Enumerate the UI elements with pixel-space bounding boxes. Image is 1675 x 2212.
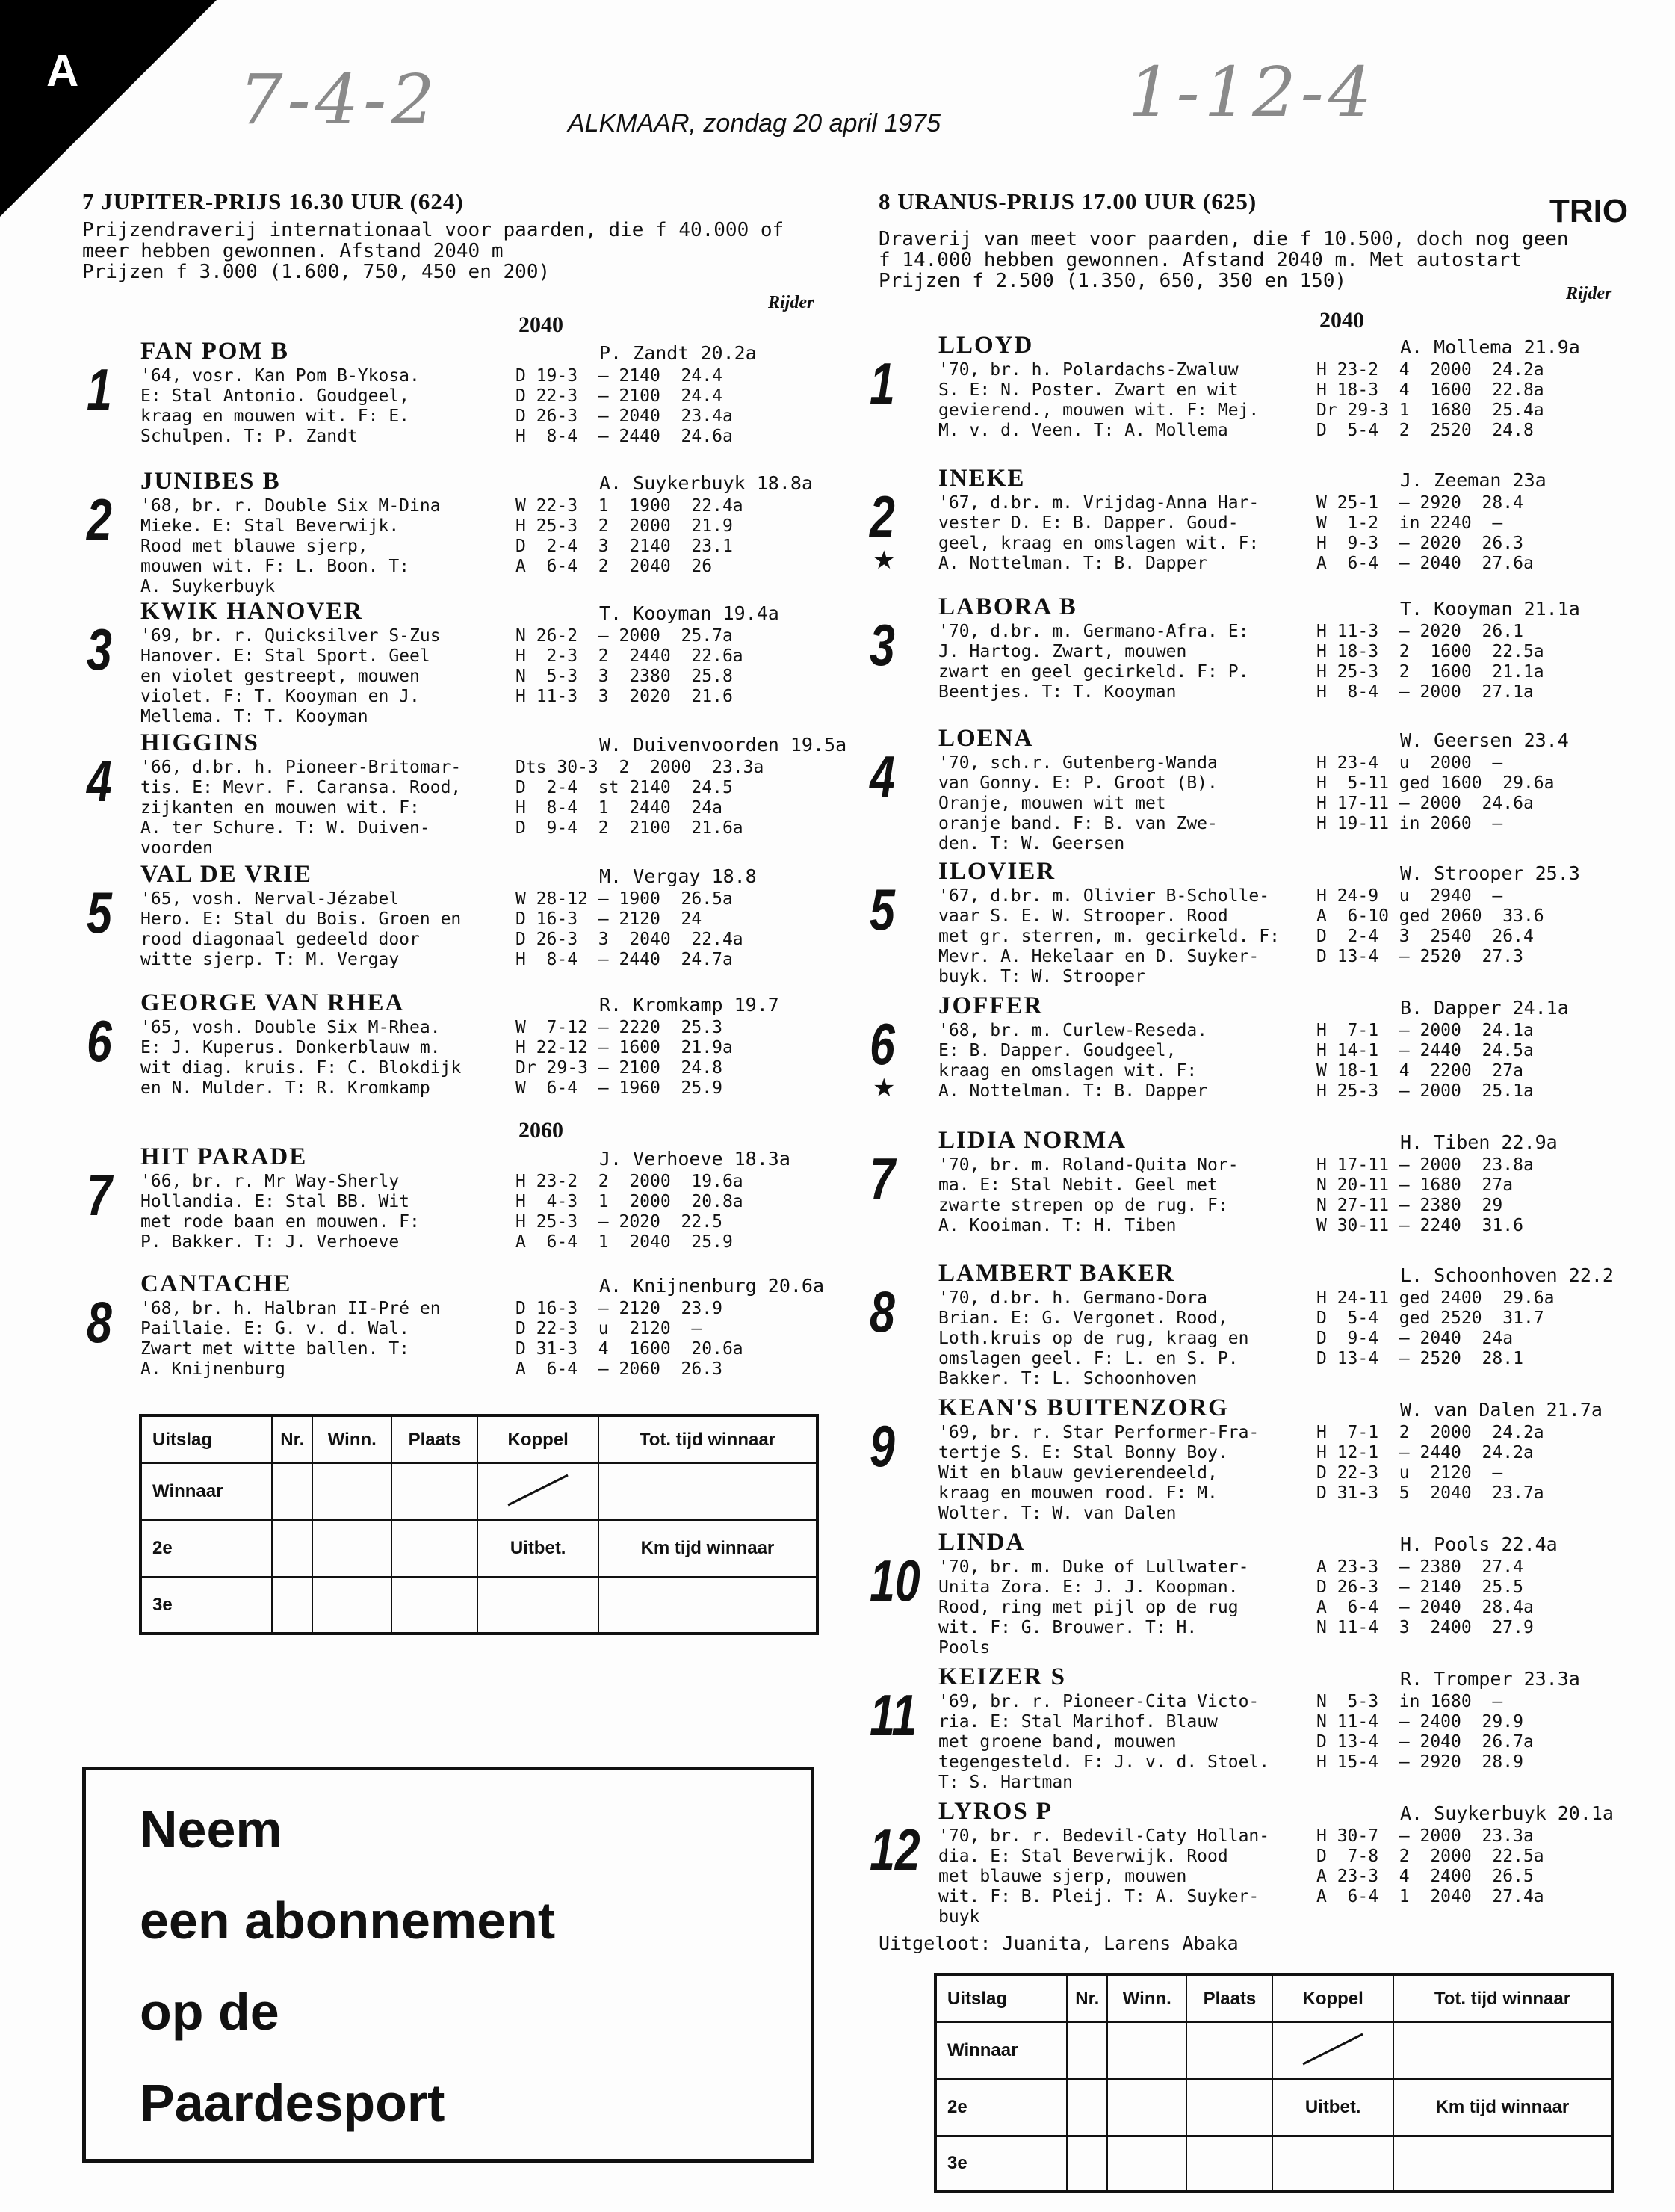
koppel-slash-cell xyxy=(477,1463,598,1520)
cell-empty[interactable] xyxy=(1107,2136,1186,2191)
horse-number: 1 xyxy=(870,350,895,416)
horse-driver: A. Suykerbuyk 20.1a xyxy=(1400,1802,1614,1824)
header-nr: Nr. xyxy=(1067,1974,1107,2022)
horse-description: '64, vosr. Kan Pom B-Ykosa. E: Stal Antonio. Goudgeel, kraag en mouwen wit. F: E. Schulpen. T: P. Zandt xyxy=(140,366,420,446)
horse-number: 5 xyxy=(870,877,895,942)
horse-description: '68, br. h. Halbran II-Pré en Paillaie. E: G. v. d. Wal. Zwart met witte ballen. T: A. Knijnenburg xyxy=(140,1299,441,1379)
km-tijd-label: Km tijd winnaar xyxy=(1393,2079,1612,2136)
cell-empty[interactable] xyxy=(272,1463,312,1520)
horse-driver: L. Schoonhoven 22.2 xyxy=(1400,1264,1614,1286)
row-winnaar: Winnaar xyxy=(935,2022,1067,2079)
horse-form: N 5-3 in 1680 — N 11-4 — 2400 29.9 D 13-4 — 2040 26.7a H 15-4 — 2920 28.9 xyxy=(1316,1692,1534,1772)
race-7-rijder-label: Rijder xyxy=(768,293,814,312)
star-icon: ★ xyxy=(873,1073,896,1103)
horse-driver: T. Kooyman 21.1a xyxy=(1400,598,1580,620)
header-plaats: Plaats xyxy=(391,1415,477,1463)
horse-driver: J. Verhoeve 18.3a xyxy=(599,1148,790,1170)
race-7-description: Prijzendraverij internationaal voor paarden, die f 40.000 of meer hebben gewonnen. Afstand 2040 m Prijzen f 3.000 (1.600, 750, 450 en 200) xyxy=(82,219,784,283)
cell-empty[interactable] xyxy=(391,1463,477,1520)
horse-name: LIDIA NORMA xyxy=(938,1127,1127,1154)
horse-form: H 30-7 — 2000 23.3a D 7-8 2 2000 22.5a A 23-3 4 2400 26.5 A 6-4 1 2040 27.4a xyxy=(1316,1826,1544,1906)
horse-description: '65, vosh. Nerval-Jézabel Hero. E: Stal du Bois. Groen en rood diagonaal gedeeld door witte sjerp. T: M. Vergay xyxy=(140,889,462,969)
horse-driver: W. Duivenvoorden 19.5a xyxy=(599,734,847,756)
horse-number: 6 xyxy=(87,1008,112,1074)
horse-name: FAN POM B xyxy=(140,338,289,365)
horse-form: W 25-1 — 2920 28.4 W 1-2 in 2240 — H 9-3 — 2020 26.3 A 6-4 — 2040 27.6a xyxy=(1316,493,1534,573)
race-8-distance: 2040 xyxy=(1319,308,1364,333)
horse-number: 8 xyxy=(870,1279,895,1344)
header-plaats: Plaats xyxy=(1186,1974,1272,2022)
horse-number: 7 xyxy=(870,1146,895,1211)
cell-empty[interactable] xyxy=(391,1520,477,1577)
horse-form: H 17-11 — 2000 23.8a N 20-11 — 1680 27a N 27-11 — 2380 29 W 30-11 — 2240 31.6 xyxy=(1316,1155,1534,1235)
row-3e: 3e xyxy=(935,2136,1067,2191)
horse-description: '66, d.br. h. Pioneer-Britomar- tis. E: Mevr. F. Caransa. Rood, zijkanten en mouwen wit. F: A. ter Schure. T: W. Duiven- voorden xyxy=(140,758,462,858)
handwritten-note-right: 1-12-4 xyxy=(1128,52,1377,132)
horse-driver: P. Zandt 20.2a xyxy=(599,342,757,364)
horse-name: HIGGINS xyxy=(140,729,259,756)
horse-form: W 28-12 — 1900 26.5a D 16-3 — 2120 24 D 26-3 3 2040 22.4a H 8-4 — 2440 24.7a xyxy=(515,889,743,969)
horse-driver: A. Knijnenburg 20.6a xyxy=(599,1275,825,1297)
horse-description: '70, br. m. Roland-Quita Nor- ma. E: Stal Nebit. Geel met zwarte strepen op de rug. F: A. Kooiman. T: H. Tiben xyxy=(938,1155,1239,1235)
horse-description: '67, d.br. m. Olivier B-Scholle- vaar S. E. W. Strooper. Rood met gr. sterren, m. gecirkeld. F: Mevr. A. Hekelaar en D. Suyker- buyk. T: W. Strooper xyxy=(938,886,1280,986)
horse-form: D 16-3 — 2120 23.9 D 22-3 u 2120 — D 31-3 4 1600 20.6a A 6-4 — 2060 26.3 xyxy=(515,1299,743,1379)
horse-driver: H. Tiben 22.9a xyxy=(1400,1131,1558,1153)
race-7-distance-2: 2060 xyxy=(518,1118,563,1143)
horse-form: W 7-12 — 2220 25.3 H 22-12 — 1600 21.9a Dr 29-3 — 2100 24.8 W 6-4 — 1960 25.9 xyxy=(515,1018,733,1098)
horse-driver: W. van Dalen 21.7a xyxy=(1400,1399,1603,1421)
horse-name: KWIK HANOVER xyxy=(140,598,364,625)
page-header: ALKMAAR, zondag 20 april 1975 xyxy=(568,109,941,138)
corner-marker xyxy=(0,0,217,217)
horse-name: JUNIBES B xyxy=(140,468,281,495)
horse-form: H 23-4 u 2000 — H 5-11 ged 1600 29.6a H 17-11 — 2000 24.6a H 19-11 in 2060 — xyxy=(1316,753,1555,833)
horse-form: H 11-3 — 2020 26.1 H 18-3 2 1600 22.5a H 25-3 2 1600 21.1a H 8-4 — 2000 27.1a xyxy=(1316,622,1544,702)
header-tot-tijd: Tot. tijd winnaar xyxy=(598,1415,817,1463)
slash-mark xyxy=(501,1471,575,1509)
horse-driver: J. Zeeman 23a xyxy=(1400,469,1546,491)
horse-name: LAMBERT BAKER xyxy=(938,1260,1175,1287)
horse-form: H 23-2 4 2000 24.2a H 18-3 4 1600 22.8a Dr 29-3 1 1680 25.4a D 5-4 2 2520 24.8 xyxy=(1316,360,1544,440)
results-table-race-7 xyxy=(139,1414,819,1635)
horse-form: H 7-1 — 2000 24.1a H 14-1 — 2440 24.5a W 18-1 4 2200 27a H 25-3 — 2000 25.1a xyxy=(1316,1021,1534,1101)
row-3e: 3e xyxy=(140,1577,272,1634)
horse-description: '70, d.br. h. Germano-Dora Brian. E: G. Vergonet. Rood, Loth.kruis op de rug, kraag en omslagen geel. F: L. en S. P. Bakker. T: L. Schoonhoven xyxy=(938,1288,1249,1388)
header-winn: Winn. xyxy=(1107,1974,1186,2022)
horse-description: '68, br. r. Double Six M-Dina Mieke. E: Stal Beverwijk. Rood met blauwe sjerp, mouwen wit. F: L. Boon. T: A. Suykerbuyk xyxy=(140,496,441,596)
horse-name: LOENA xyxy=(938,725,1034,752)
race-8-description: Draverij van meet voor paarden, die f 10.500, doch nog geen f 14.000 hebben gewonnen. Afstand 2040 m. Met autostart Prijzen f 2.500 (1.350, 650, 350 en 150) xyxy=(879,228,1569,292)
horse-driver: T. Kooyman 19.4a xyxy=(599,602,779,624)
horse-description: '70, br. r. Bedevil-Caty Hollan- dia. E: Stal Beverwijk. Rood met blauwe sjerp, mouwen wit. F: B. Pleij. T: A. Suyker- buyk xyxy=(938,1826,1270,1927)
horse-name: VAL DE VRIE xyxy=(140,861,312,888)
ad-line-4: Paardesport xyxy=(140,2074,445,2132)
header-winn: Winn. xyxy=(312,1415,391,1463)
horse-description: '68, br. m. Curlew-Reseda. E: B. Dapper. Goudgeel, kraag en omslagen wit. F: A. Nottelman. T: B. Dapper xyxy=(938,1021,1208,1101)
uitbet-label: Uitbet. xyxy=(1272,2079,1393,2136)
horse-driver: M. Vergay 18.8 xyxy=(599,865,757,887)
handwritten-note-left: 7-4-2 xyxy=(239,60,439,140)
horse-description: '65, vosh. Double Six M-Rhea. E: J. Kuperus. Donkerblauw m. wit diag. kruis. F: C. Blokdijk en N. Mulder. T: R. Kromkamp xyxy=(140,1018,462,1098)
uitbet-label: Uitbet. xyxy=(477,1520,598,1577)
cell-empty[interactable] xyxy=(477,1577,598,1634)
horse-description: '70, br. h. Polardachs-Zwaluw S. E: N. Poster. Zwart en wit gevierend., mouwen wit. F: Mej. M. v. d. Veen. T: A. Mollema xyxy=(938,360,1260,440)
results-table-race-8 xyxy=(934,1973,1614,2193)
horse-number: 10 xyxy=(870,1548,920,1613)
horse-name: KEAN'S BUITENZORG xyxy=(938,1394,1229,1421)
cell-empty[interactable] xyxy=(598,1577,817,1634)
horse-description: '69, br. r. Quicksilver S-Zus Hanover. E: Stal Sport. Geel en violet gestreept, mouwen violet. F: T. Kooyman en J. Mellema. T: T. Kooyman xyxy=(140,626,441,726)
horse-form: N 26-2 — 2000 25.7a H 2-3 2 2440 22.6a N 5-3 3 2380 25.8 H 11-3 3 2020 21.6 xyxy=(515,626,743,706)
header-uitslag: Uitslag xyxy=(935,1974,1067,2022)
horse-name: KEIZER S xyxy=(938,1663,1066,1690)
horse-number: 9 xyxy=(870,1413,895,1479)
horse-description: '69, br. r. Star Performer-Fra- tertje S. E: Stal Bonny Boy. Wit en blauw gevierendeeld, kraag en mouwen rood. F: M. Wolter. T: W. van Dalen xyxy=(938,1423,1260,1523)
km-tijd-label: Km tijd winnaar xyxy=(598,1520,817,1577)
horse-number: 7 xyxy=(87,1162,112,1228)
horse-number: 6 xyxy=(870,1011,895,1077)
horse-form: W 22-3 1 1900 22.4a H 25-3 2 2000 21.9 D 2-4 3 2140 23.1 A 6-4 2 2040 26 xyxy=(515,496,743,576)
horse-description: '66, br. r. Mr Way-Sherly Hollandia. E: Stal BB. Wit met rode baan en mouwen. F: P. Bakker. T: J. Verhoeve xyxy=(140,1172,420,1252)
cell-empty[interactable] xyxy=(312,1577,391,1634)
cell-empty[interactable] xyxy=(312,1463,391,1520)
horse-description: '69, br. r. Pioneer-Cita Victo- ria. E: Stal Marihof. Blauw met groene band, mouwen tegengesteld. F: J. v. d. Stoel. T: S. Hartman xyxy=(938,1692,1270,1792)
horse-number: 3 xyxy=(87,617,112,682)
horse-form: H 24-9 u 2940 — A 6-10 ged 2060 33.6 D 2-4 3 2540 26.4 D 13-4 — 2520 27.3 xyxy=(1316,886,1544,966)
horse-number: 12 xyxy=(870,1817,920,1882)
horse-description: '70, br. m. Duke of Lullwater- Unita Zora. E: J. J. Koopman. Rood, ring met pijl op de rug wit. F: G. Brouwer. T: H. Pools xyxy=(938,1557,1249,1658)
cell-empty[interactable] xyxy=(312,1520,391,1577)
cell-empty[interactable] xyxy=(1186,2022,1272,2079)
corner-label: A xyxy=(46,46,79,96)
horse-name: CANTACHE xyxy=(140,1270,292,1297)
horse-driver: A. Suykerbuyk 18.8a xyxy=(599,472,813,494)
cell-empty[interactable] xyxy=(391,1577,477,1634)
cell-empty[interactable] xyxy=(1272,2136,1393,2191)
horse-name: LINDA xyxy=(938,1529,1026,1556)
cell-empty[interactable] xyxy=(1186,2079,1272,2136)
horse-number: 8 xyxy=(87,1289,112,1355)
horse-description: '67, d.br. m. Vrijdag-Anna Har- vester D. E: B. Dapper. Goud- geel, kraag en omslagen wit. F: A. Nottelman. T: B. Dapper xyxy=(938,493,1260,573)
row-2e: 2e xyxy=(935,2079,1067,2136)
horse-driver: H. Pools 22.4a xyxy=(1400,1533,1558,1555)
uitgeloot-note: Uitgeloot: Juanita, Larens Abaka xyxy=(879,1933,1239,1954)
row-2e: 2e xyxy=(140,1520,272,1577)
horse-number: 3 xyxy=(870,612,895,678)
horse-form: H 7-1 2 2000 24.2a H 12-1 — 2440 24.2a D 22-3 u 2120 — D 31-3 5 2040 23.7a xyxy=(1316,1423,1544,1503)
horse-name: GEORGE VAN RHEA xyxy=(140,989,405,1016)
cell-empty[interactable] xyxy=(598,1463,817,1520)
race-8-title: 8 URANUS-PRIJS 17.00 UUR (625) xyxy=(879,188,1257,214)
horse-number: 4 xyxy=(870,744,895,809)
race-7-title: 7 JUPITER-PRIJS 16.30 UUR (624) xyxy=(82,188,464,214)
header-nr: Nr. xyxy=(272,1415,312,1463)
horse-driver: A. Mollema 21.9a xyxy=(1400,336,1580,358)
slash-mark xyxy=(1295,2030,1370,2068)
ad-line-3: op de xyxy=(140,1983,279,2041)
cell-empty[interactable] xyxy=(1067,2022,1107,2079)
cell-empty[interactable] xyxy=(1067,2079,1107,2136)
horse-number: 5 xyxy=(87,880,112,945)
horse-form: H 23-2 2 2000 19.6a H 4-3 1 2000 20.8a H 25-3 — 2020 22.5 A 6-4 1 2040 25.9 xyxy=(515,1172,743,1252)
horse-form: A 23-3 — 2380 27.4 D 26-3 — 2140 25.5 A 6-4 — 2040 28.4a N 11-4 3 2400 27.9 xyxy=(1316,1557,1534,1637)
horse-name: LLOYD xyxy=(938,332,1034,359)
header-tot-tijd: Tot. tijd winnaar xyxy=(1393,1974,1612,2022)
horse-driver: W. Strooper 25.3 xyxy=(1400,862,1580,884)
race-7-distance-1: 2040 xyxy=(518,312,563,337)
horse-driver: B. Dapper 24.1a xyxy=(1400,997,1569,1019)
horse-driver: R. Tromper 23.3a xyxy=(1400,1668,1580,1690)
header-koppel: Koppel xyxy=(1272,1974,1393,2022)
horse-form: H 24-11 ged 2400 29.6a D 5-4 ged 2520 31.7 D 9-4 — 2040 24a D 13-4 — 2520 28.1 xyxy=(1316,1288,1555,1368)
koppel-slash-cell xyxy=(1272,2022,1393,2079)
horse-description: '70, d.br. m. Germano-Afra. E: J. Hartog. Zwart, mouwen zwart en geel gecirkeld. F: P. Beentjes. T: T. Kooyman xyxy=(938,622,1249,702)
horse-number: 11 xyxy=(870,1682,917,1748)
horse-description: '70, sch.r. Gutenberg-Wanda van Gonny. E: P. Groot (B). Oranje, mouwen wit met oranje band. F: B. van Zwe- den. T: W. Geersen xyxy=(938,753,1218,853)
horse-driver: W. Geersen 23.4 xyxy=(1400,729,1569,751)
horse-number: 2 xyxy=(87,486,112,552)
horse-name: INEKE xyxy=(938,465,1026,492)
horse-form: D 19-3 — 2140 24.4 D 22-3 — 2100 24.4 D 26-3 — 2040 23.4a H 8-4 — 2440 24.6a xyxy=(515,366,733,446)
horse-number: 2 xyxy=(870,484,895,549)
header-koppel: Koppel xyxy=(477,1415,598,1463)
cell-empty[interactable] xyxy=(1107,2079,1186,2136)
horse-number: 4 xyxy=(87,748,112,814)
cell-empty[interactable] xyxy=(1393,2022,1612,2079)
cell-empty[interactable] xyxy=(1186,2136,1272,2191)
horse-form: Dts 30-3 2 2000 23.3a D 2-4 st 2140 24.5 H 8-4 1 2440 24a D 9-4 2 2100 21.6a xyxy=(515,758,764,838)
horse-name: JOFFER xyxy=(938,992,1044,1019)
horse-name: HIT PARADE xyxy=(140,1143,308,1170)
race-8-rijder-label: Rijder xyxy=(1566,284,1612,303)
cell-empty[interactable] xyxy=(1067,2136,1107,2191)
ad-line-1: Neem xyxy=(140,1800,282,1859)
horse-name: ILOVIER xyxy=(938,858,1056,885)
cell-empty[interactable] xyxy=(1107,2022,1186,2079)
cell-empty[interactable] xyxy=(1393,2136,1612,2191)
header-uitslag: Uitslag xyxy=(140,1415,272,1463)
horse-name: LABORA B xyxy=(938,593,1077,620)
horse-driver: R. Kromkamp 19.7 xyxy=(599,994,779,1016)
race-8-section xyxy=(879,188,1569,291)
star-icon: ★ xyxy=(873,546,896,575)
race-7-section xyxy=(82,188,784,282)
cell-empty[interactable] xyxy=(272,1520,312,1577)
ad-line-2: een abonnement xyxy=(140,1891,556,1950)
trio-badge: TRIO xyxy=(1549,193,1629,229)
row-winnaar: Winnaar xyxy=(140,1463,272,1520)
subscription-ad xyxy=(82,1767,814,2163)
horse-number: 1 xyxy=(87,356,112,422)
horse-name: LYROS P xyxy=(938,1798,1053,1825)
cell-empty[interactable] xyxy=(272,1577,312,1634)
